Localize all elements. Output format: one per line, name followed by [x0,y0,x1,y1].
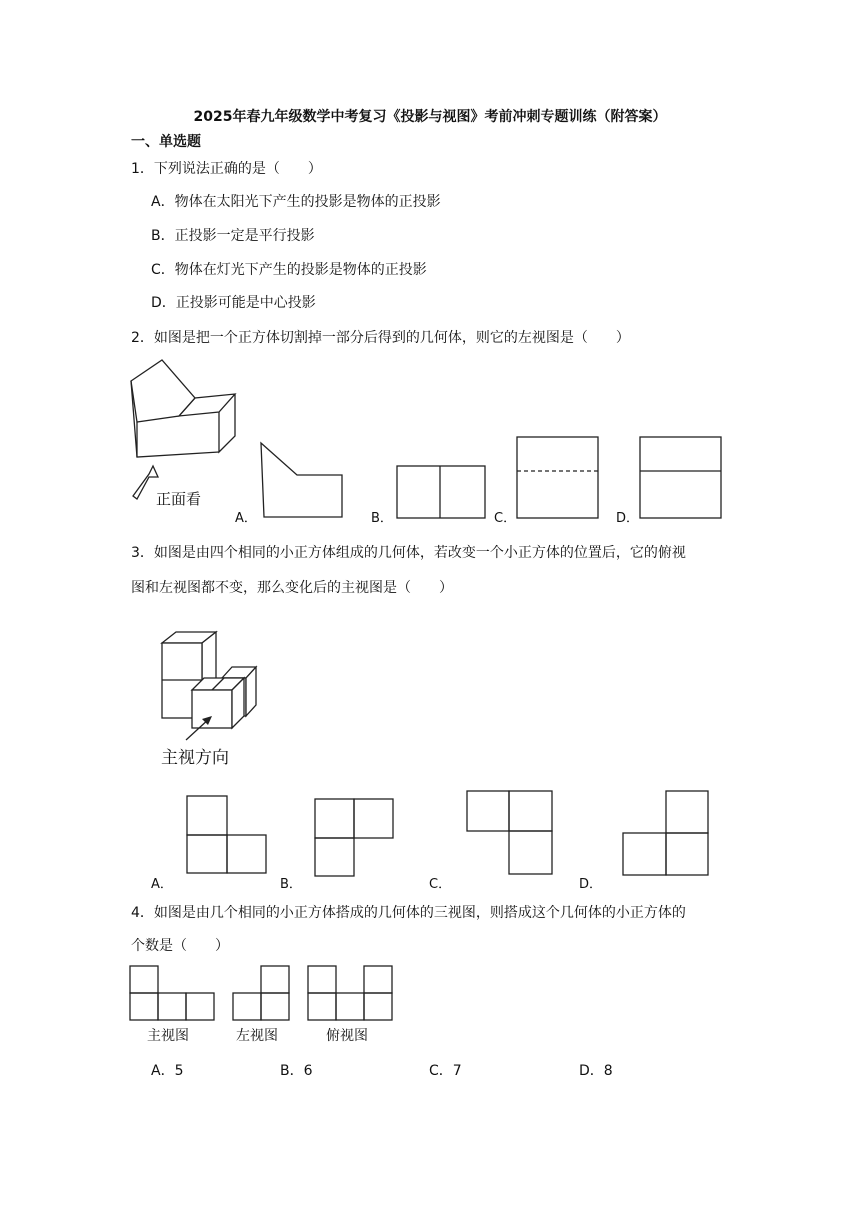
q2-option-a-label: A． [235,511,257,526]
q3-option-d-label: D． [579,877,603,892]
q4-top-view-label: 俯视图 [326,1028,368,1044]
q1-stem: 1．下列说法正确的是（ ） [131,161,322,177]
q3-option-c-label: C． [429,877,452,892]
q3-stem-line2: 图和左视图都不变，那么变化后的主视图是（ ） [131,580,453,596]
q3-figure-caption: 主视方向 [161,748,229,768]
q4-left-view-label: 左视图 [236,1028,278,1044]
q4-front-view [129,965,217,1023]
q2-option-d-label: D． [616,511,640,526]
q1-option-b: B．正投影一定是平行投影 [151,228,315,244]
document-title: 2025年春九年级数学中考复习《投影与视图》考前冲刺专题训练（附答案） [193,109,667,125]
q1-option-d: D．正投影可能是中心投影 [151,295,316,311]
q4-left-view [232,965,292,1023]
q4-option-a: A．5 [151,1063,184,1079]
q4-option-d: D．8 [579,1063,613,1079]
q2-option-a-shape [258,440,348,520]
q3-cube-stack-figure [160,630,270,750]
q3-option-a-shape [186,795,270,877]
q4-front-view-label: 主视图 [147,1028,189,1044]
q3-option-a-label: A． [151,877,173,892]
q2-figure-caption: 正面看 [156,490,202,508]
q4-option-b: B．6 [280,1063,313,1079]
q4-top-view [307,965,395,1023]
q1-option-a: A．物体在太阳光下产生的投影是物体的正投影 [151,194,441,210]
q2-option-b-label: B． [371,511,393,526]
section-heading: 一、单选题 [131,134,201,150]
q3-option-b-shape [314,798,396,880]
q4-stem-line1: 4．如图是由几个相同的小正方体搭成的几何体的三视图，则搭成这个几何体的小正方体的 [131,905,686,921]
q3-stem-line1: 3．如图是由四个相同的小正方体组成的几何体，若改变一个小正方体的位置后，它的俯视 [131,545,686,561]
q2-stem: 2．如图是把一个正方体切割掉一部分后得到的几何体，则它的左视图是（ ） [131,330,630,346]
q3-option-b-label: B． [280,877,302,892]
q3-option-d-shape [622,790,712,880]
q2-option-d-shape [639,436,723,522]
q3-option-c-shape [466,790,556,878]
q2-option-b-shape [396,465,488,521]
q1-option-c: C．物体在灯光下产生的投影是物体的正投影 [151,262,427,278]
q4-stem-line2: 个数是（ ） [131,938,229,954]
q2-option-c-shape [516,436,600,522]
q2-option-c-label: C． [494,511,517,526]
q4-option-c: C．7 [429,1063,462,1079]
